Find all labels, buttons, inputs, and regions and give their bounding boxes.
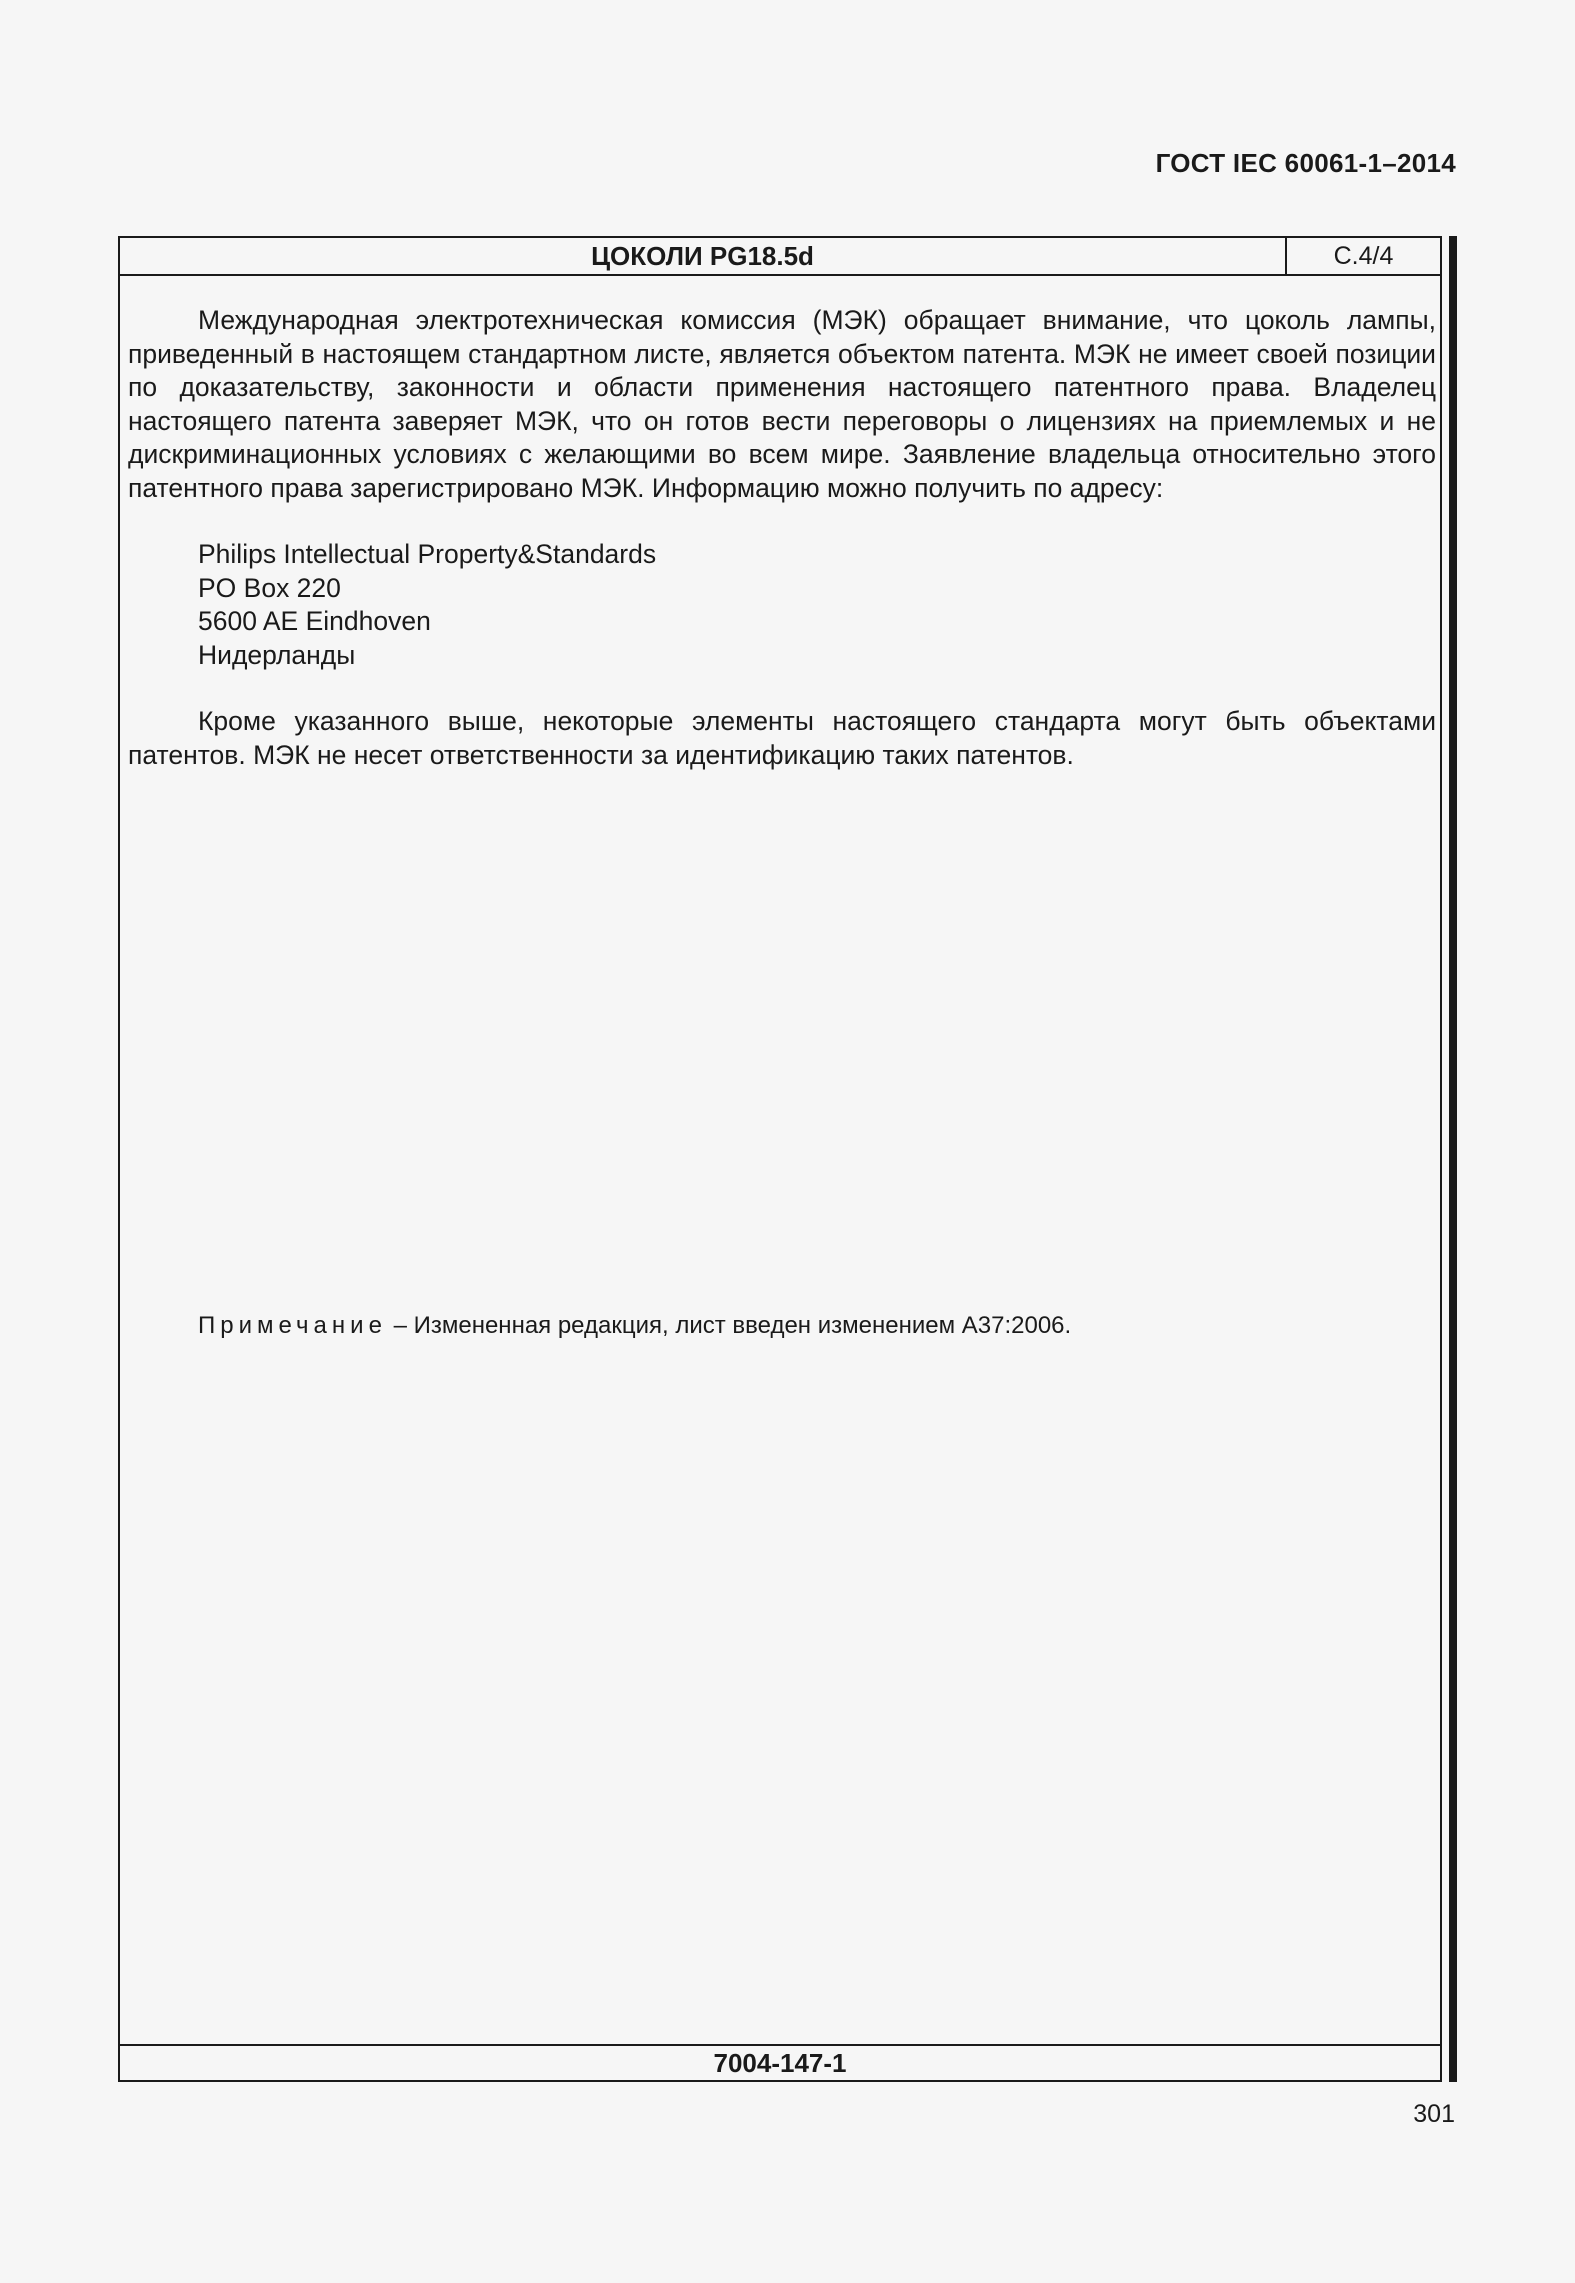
address-line: PO Box 220 <box>198 572 341 603</box>
sheet-title: ЦОКОЛИ PG18.5d <box>591 241 814 271</box>
sheet-title-row <box>120 238 1440 276</box>
address-line: 5600 AE Eindhoven <box>198 606 431 636</box>
patent-disclaimer-paragraph: Кроме указанного выше, некоторые элементы настоящего стандарта могут быть объектами патентов. МЭК не несет ответственности за идентификацию таких патентов. <box>128 706 1436 770</box>
patent-notice-paragraph: Международная электротехническая комиссия (МЭК) обращает внимание, что цоколь лампы, приведенный в настоящем стандартном листе, является объектом патента. МЭК не имеет своей позиции по доказательству, законности и области применения настоящего патентного права. Владелец настоящего патента заверяет МЭК, что он готов вести переговоры о лицензиях на приемлемых и не дискриминационных условиях с желающими во всем мире. Заявление владельца относительно этого патентного права зарегистрировано МЭК. Информацию можно получить по адресу: <box>128 305 1436 503</box>
standard-sheet <box>118 236 1442 2082</box>
patent-holder-address <box>198 538 1436 672</box>
note-text: – Измененная редакция, лист введен изменением А37:2006. <box>386 1312 1072 1339</box>
sheet-side-bar <box>1449 236 1457 2082</box>
sheet-number: С.4/4 <box>1285 238 1440 274</box>
page-number: 301 <box>1413 2100 1455 2128</box>
address-line: Philips Intellectual Property&Standards <box>198 539 657 569</box>
sheet-footer-code: 7004-147-1 <box>120 2044 1440 2080</box>
sheet-note <box>198 1312 1071 1340</box>
note-label: Примечание <box>198 1312 387 1339</box>
sheet-body <box>128 304 1436 772</box>
address-line: Нидерланды <box>198 639 356 670</box>
standard-designation: ГОСТ IEC 60061-1–2014 <box>1155 148 1456 178</box>
